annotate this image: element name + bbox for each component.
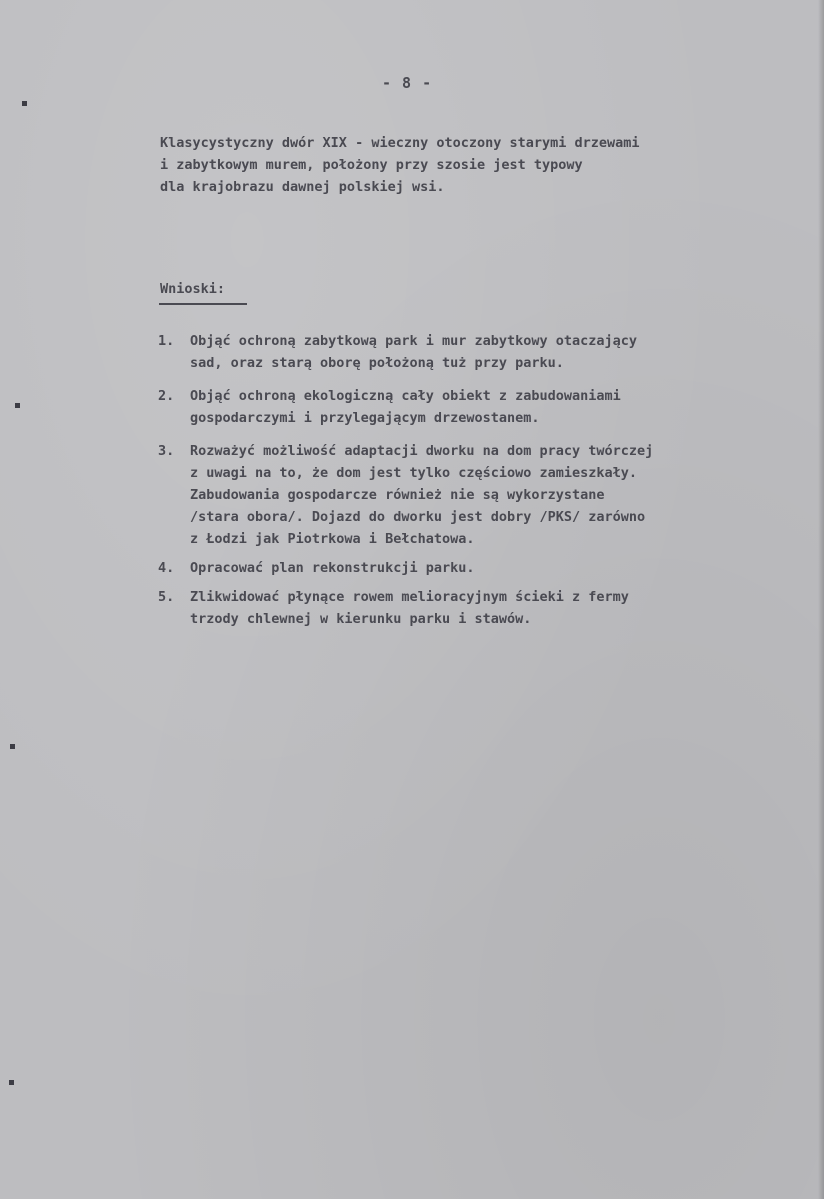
page-number: - 8 - — [382, 74, 433, 92]
list-item — [158, 557, 808, 579]
list-item-number: 4. — [158, 560, 175, 576]
conclusions-list — [158, 330, 808, 641]
list-item-number: 1. — [158, 333, 175, 349]
list-item-number: 5. — [158, 589, 175, 605]
list-item — [158, 385, 808, 429]
margin-punch-mark — [15, 403, 20, 408]
page-edge-shadow — [818, 0, 824, 1199]
list-item-number: 2. — [158, 388, 175, 404]
list-item — [158, 586, 808, 630]
conclusions-heading: Wnioski: — [160, 281, 226, 297]
list-item-text: Rozważyć możliwość adaptacji dworku na dom pracy twórczej z uwagi na to, że dom jest tylko częściowo zamieszkały. Zabudowania gospodarcze również nie są wykorzystane /stara obora/. Dojazd do dworku jest dobry /PKS/ zarówno z Łodzi jak Piotrkowa i Bełchatowa. — [190, 443, 654, 547]
list-item — [158, 440, 808, 550]
list-item-number: 3. — [158, 443, 175, 459]
margin-punch-mark — [10, 744, 15, 749]
margin-punch-mark — [22, 101, 27, 106]
list-item-text: Objąć ochroną zabytkową park i mur zabytkowy otaczający sad, oraz starą oborę położoną tuż przy parku. — [190, 333, 638, 371]
list-item-text: Opracować plan rekonstrukcji parku. — [190, 560, 475, 576]
heading-underline — [159, 303, 247, 305]
list-item-text: Zlikwidować płynące rowem melioracyjnym ścieki z fermy trzody chlewnej w kierunku parku i stawów. — [190, 589, 629, 627]
list-item — [158, 330, 808, 374]
intro-paragraph: Klasycystyczny dwór XIX - wieczny otoczony starymi drzewami i zabytkowym murem, położony przy szosie jest typowy dla krajobrazu dawnej polskiej wsi. — [160, 135, 640, 195]
list-item-text: Objąć ochroną ekologiczną cały obiekt z zabudowaniami gospodarczymi i przylegającym drzewostanem. — [190, 388, 621, 426]
margin-punch-mark — [9, 1080, 14, 1085]
